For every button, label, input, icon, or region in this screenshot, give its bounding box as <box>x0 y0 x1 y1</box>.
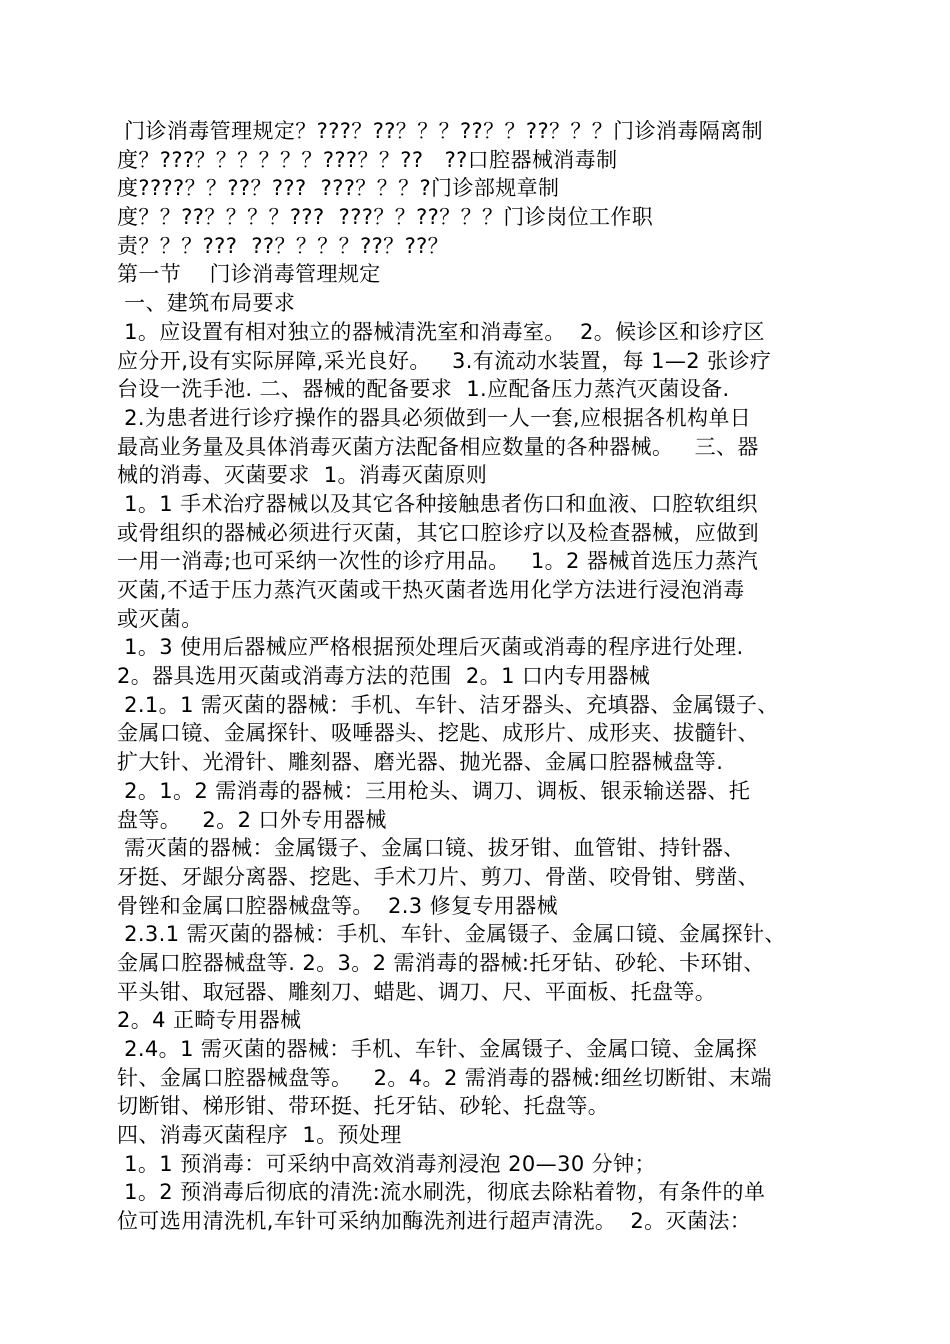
text-line: 台设一洗手池. 二、器械的配备要求 1.应配备压力蒸汽灭菌设备. <box>117 377 730 402</box>
text-line: 2。4 正畸专用器械 <box>117 1008 302 1033</box>
text-line: 应分开,设有实际屏障,采光良好。 3.有流动水装置，每 1—2 张诊疗 <box>117 348 772 373</box>
text-line: 1。3 使用后器械应严格根据预处理后灭菌或消毒的程序进行处理. <box>117 635 744 660</box>
text-line: 2.4。1 需灭菌的器械：手机、车针、金属镊子、金属口镜、金属探 <box>117 1037 758 1061</box>
text-line: 2.3.1 需灭菌的器械：手机、车针、金属镊子、金属口镜、金属探针、 <box>117 922 786 947</box>
text-line: 度????？？??？??? ???？？？?门诊部规章制 <box>117 176 560 201</box>
text-line: 或灭菌。 <box>117 606 203 631</box>
text-line: 械的消毒、灭菌要求 1。消毒灭菌原则 <box>117 463 488 488</box>
text-line: 切断钳、梯形钳、带环挺、托牙钻、砂轮、托盘等。 <box>117 1094 610 1119</box>
subsection-heading: 一、建筑布局要求 <box>117 291 296 316</box>
text-line: 金属口腔器械盘等. 2。3。2 需消毒的器械:托牙钻、砂轮、卡环钳、 <box>117 950 765 975</box>
section-heading: 第一节 门诊消毒管理规定 <box>117 262 381 287</box>
text-line: 扩大针、光滑针、雕刻器、磨光器、抛光器、金属口腔器械盘等. <box>117 750 724 775</box>
text-line: 门诊消毒管理规定？???？??？？？??？？??？？？门诊消毒隔离制 <box>117 119 763 143</box>
text-line: 1。应设置有相对独立的器械清洗室和消毒室。 2。候诊区和诊疗区 <box>117 319 765 344</box>
text-line: 最高业务量及具体消毒灭菌方法配备相应数量的各种器械。 三、器 <box>117 434 759 459</box>
text-line: 1。2 预消毒后彻底的清洗:流水刷洗，彻底去除粘着物，有条件的单 <box>117 1180 766 1205</box>
text-line: 平头钳、取冠器、雕刻刀、蜡匙、调刀、尺、平面板、托盘等。 <box>117 979 717 1004</box>
text-line: 度？？??？？？？??? ???？？??？？？门诊岗位工作职 <box>117 205 654 230</box>
text-line: 一用一消毒;也可采纳一次性的诊疗用品。 1。2 器械首选压力蒸汽 <box>117 549 759 574</box>
text-line: 金属口镜、金属探针、吸唾器头、挖匙、成形片、成形夹、拔髓针、 <box>117 721 759 746</box>
text-line: 或骨组织的器械必须进行灭菌，其它口腔诊疗以及检查器械，应做到 <box>117 520 759 545</box>
text-line: 灭菌,不适于压力蒸汽灭菌或干热灭菌者选用化学方法进行浸泡消毒 <box>117 578 745 602</box>
text-line: 位可选用清洗机,车针可采纳加酶洗剂进行超声清洗。 2。灭菌法： <box>117 1209 752 1234</box>
text-line: 2.1。1 需灭菌的器械：手机、车针、洁牙器头、充填器、金属镊子、 <box>117 692 779 717</box>
text-line: 1。1 手术治疗器械以及其它各种接触患者伤口和血液、口腔软组织 <box>117 491 758 516</box>
text-line: 四、消毒灭菌程序 1。预处理 <box>117 1123 402 1148</box>
text-line: 针、金属口腔器械盘等。 2。4。2 需消毒的器械:细丝切断钳、末端 <box>117 1065 772 1090</box>
text-line: 需灭菌的器械：金属镊子、金属口镜、拔牙钳、血管钳、持针器、 <box>117 836 745 861</box>
text-line: 责？？？??? ??？？？？??？??？ <box>117 233 450 258</box>
text-line: 2。器具选用灭菌或消毒方法的范围 2。1 口内专用器械 <box>117 664 651 689</box>
text-line: 盘等。 2。2 口外专用器械 <box>117 807 387 832</box>
text-line: 2.为患者进行诊疗操作的器具必须做到一人一套,应根据各机构单日 <box>117 405 752 430</box>
text-line: 牙挺、牙龈分离器、挖匙、手术刀片、剪刀、骨凿、咬骨钳、劈凿、 <box>117 864 759 889</box>
document-body <box>117 117 839 1236</box>
text-line: 度？???？？？？？？???？？?? ??口腔器械消毒制 <box>117 147 618 172</box>
text-line: 1。1 预消毒：可采纳中高效消毒剂浸泡 20—30 分钟； <box>117 1151 656 1176</box>
text-line: 2。1。2 需消毒的器械：三用枪头、调刀、调板、银汞输送器、托 <box>117 778 751 803</box>
text-line: 骨锉和金属口腔器械盘等。 2.3 修复专用器械 <box>117 893 559 918</box>
